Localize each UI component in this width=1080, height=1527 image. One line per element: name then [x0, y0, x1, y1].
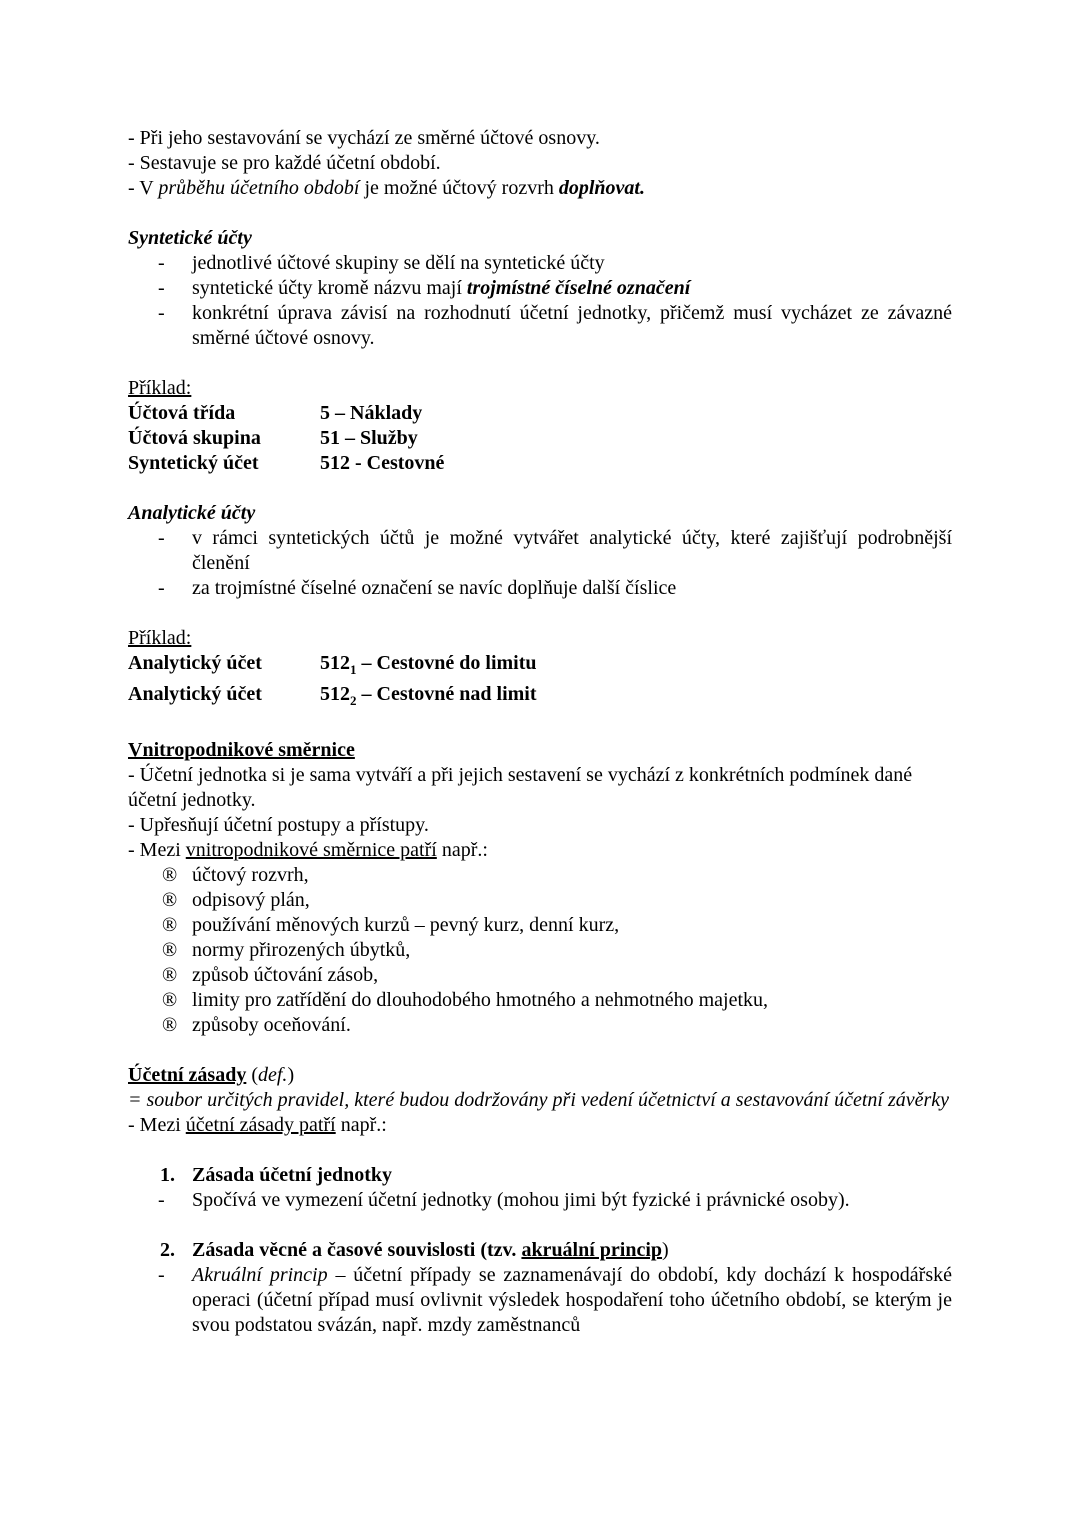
example-1-label: Příklad: [128, 377, 192, 399]
smernice-list [128, 863, 952, 1038]
list-item: - v rámci syntetických účtů je možné vytvářet analytické účty, které zajišťují podrobnější členění [158, 527, 952, 574]
list-item: ® způsoby oceňování. [162, 1014, 351, 1036]
list-item: - Akruální princip – účetní případy se zaznamenávají do období, kdy dochází k hospodářské operaci (účetní případ musí ovlivnit výsledek hospodaření toho účetního období, se kterým je svou podstatou svázán, např. mzdy zaměstnanců [158, 1264, 953, 1336]
synteticke-heading: Syntetické účty [128, 227, 252, 249]
intro-line-1: - Při jeho sestavování se vychází ze směrné účtové osnovy. [128, 127, 600, 149]
smernice-line-1: - Účetní jednotka si je sama vytváří a při jejich sestavení se vychází z konkrétních podmínek dané účetní jednotky. [128, 764, 913, 811]
example-2-label: Příklad: [128, 627, 192, 649]
example-row: Účtová skupina 51 – Služby [128, 427, 418, 449]
list-item: - za trojmístné číselné označení se navíc doplňuje další číslice [158, 577, 677, 599]
example-row: Analytický účet $512_2$ – Cestovné nad limit [128, 683, 537, 708]
list-item: - jednotlivé účtové skupiny se dělí na syntetické účty [158, 252, 605, 274]
smernice-heading: Vnitropodnikové směrnice [128, 739, 355, 761]
list-item: ® limity pro zatřídění do dlouhodobého hmotného a nehmotného majetku, [162, 989, 768, 1011]
list-item: ® normy přirozených úbytků, [162, 939, 411, 961]
zasady-heading-line: Účetní zásady (def.) [128, 1064, 295, 1086]
smernice-line-2: - Upřesňují účetní postupy a přístupy. [128, 814, 429, 836]
example-row: Syntetický účet 512 - Cestovné [128, 452, 445, 474]
smernice-line-3: - Mezi vnitropodnikové směrnice patří např.: [128, 839, 488, 861]
zasady-heading: Účetní zásady [128, 1064, 247, 1086]
analyticke-list [128, 526, 952, 601]
zasada-2-list [128, 1263, 952, 1338]
list-item: ® používání měnových kurzů – pevný kurz, denní kurz, [162, 914, 620, 936]
intro-line-3: - V průběhu účetního období je možné účtový rozvrh doplňovat. [128, 177, 645, 199]
synteticke-list [128, 251, 952, 351]
intro-strong: doplňovat. [558, 177, 645, 199]
zasada-2-title: 2. Zásada věcné a časové souvislosti (tzv. akruální princip) [160, 1239, 669, 1261]
example-row: Účtová třída 5 – Náklady [128, 402, 423, 424]
intro-line-2: - Sestavuje se pro každé účetní období. [128, 152, 441, 174]
zasada-1-title: 1. Zásada účetní jednotky [160, 1164, 393, 1186]
zasada-1-list [128, 1188, 952, 1213]
document-page [128, 126, 952, 1338]
list-item: - konkrétní úprava závisí na rozhodnutí účetní jednotky, přičemž musí vycházet ze závazné směrné účtové osnovy. [158, 302, 952, 349]
list-item: ® účtový rozvrh, [162, 864, 309, 886]
zasady-definition: = soubor určitých pravidel, které budou dodržovány při vedení účetnictví a sestavování účetní závěrky [128, 1089, 950, 1111]
zasady-line: - Mezi účetní zásady patří např.: [128, 1114, 387, 1136]
example-row: Analytický účet $512_1$ – Cestovné do limitu [128, 652, 537, 677]
list-item: - Spočívá ve vymezení účetní jednotky (mohou jimi být fyzické i právnické osoby). [158, 1189, 850, 1211]
intro-emphasis: průběhu účetního období [158, 177, 360, 199]
list-item: ® způsob účtování zásob, [162, 964, 379, 986]
analyticke-heading: Analytické účty [128, 502, 256, 524]
list-item: - syntetické účty kromě názvu mají trojmístné číselné označení [158, 277, 691, 299]
list-item: ® odpisový plán, [162, 889, 310, 911]
